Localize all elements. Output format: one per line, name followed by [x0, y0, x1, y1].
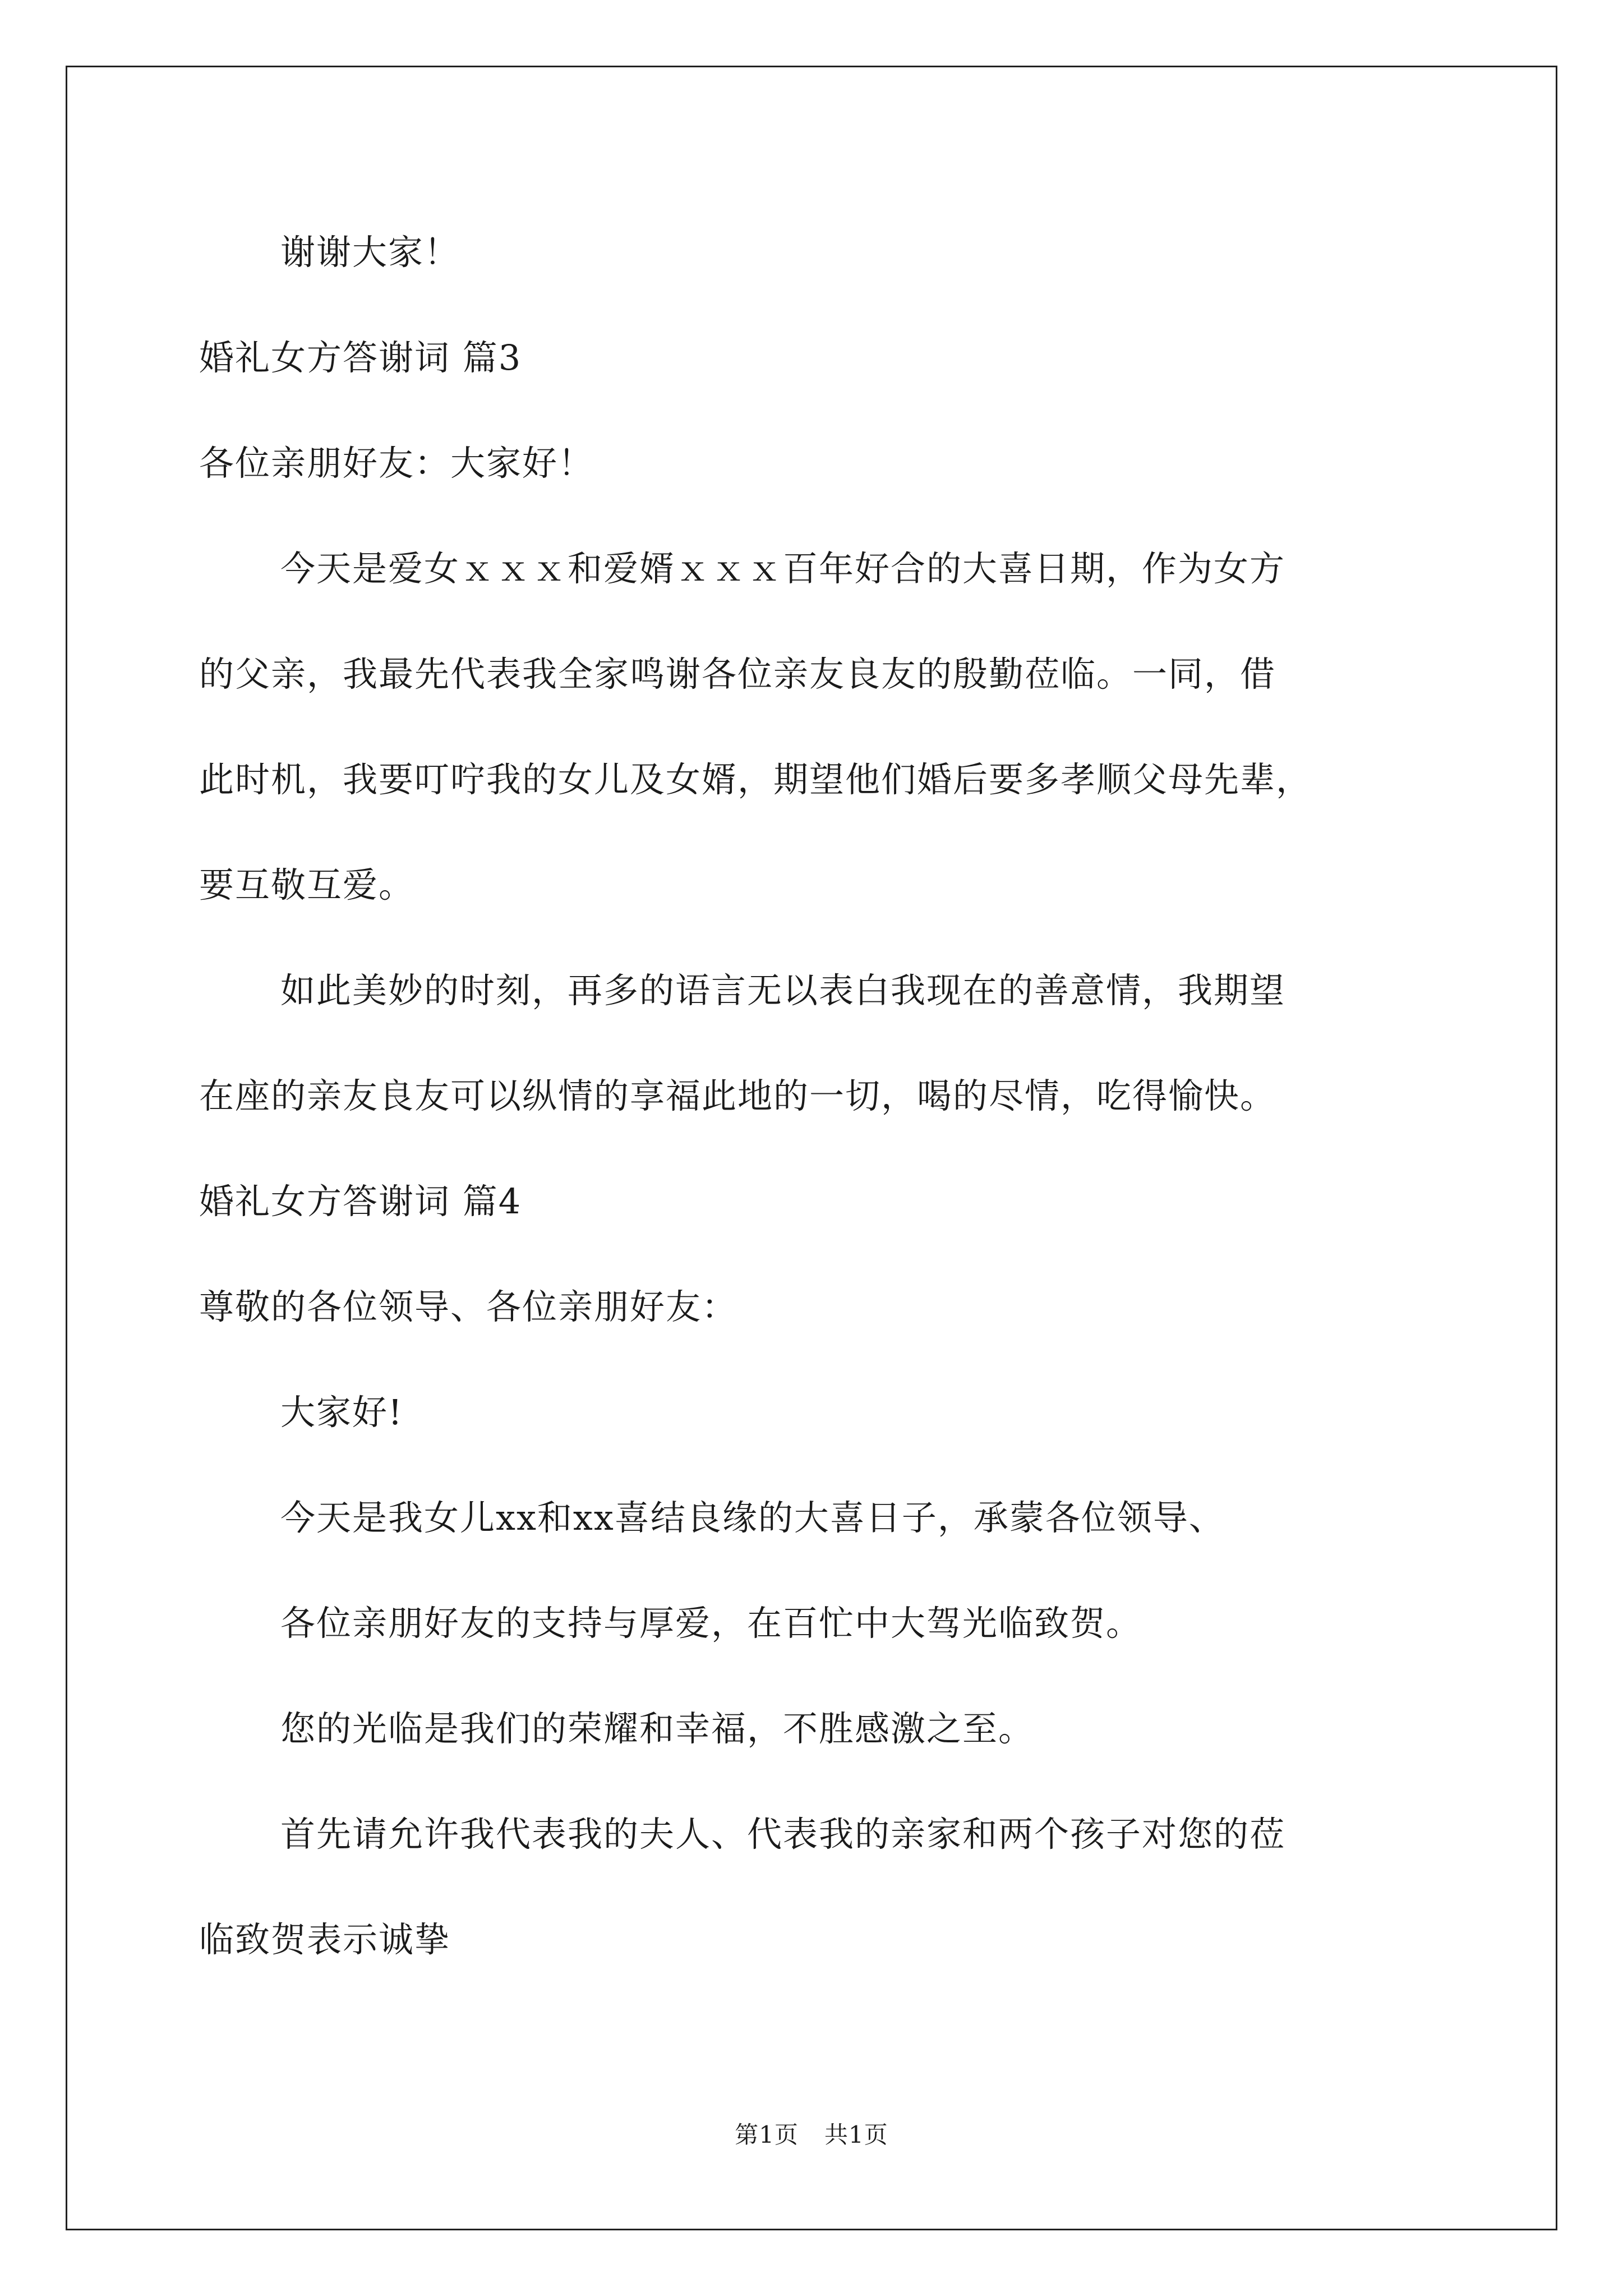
- paragraph-line: 的父亲，我最先代表我全家鸣谢各位亲友良友的殷勤莅临。一同，借: [199, 654, 1276, 694]
- paragraph-line: 在座的亲友良友可以纵情的享福此地的一切，喝的尽情，吃得愉快。: [199, 1075, 1276, 1116]
- paragraph-line: 您的光临是我们的荣耀和幸福，不胜感激之至。: [280, 1708, 1035, 1749]
- paragraph-line: 各位亲朋好友的支持与厚爱，在百忙中大驾光临致贺。: [280, 1603, 1142, 1644]
- page-footer: [0, 2119, 1623, 2151]
- paragraph-line: 要互敬互爱。: [199, 864, 415, 905]
- paragraph-line: 今天是爱女ｘｘｘ和爱婿ｘｘｘ百年好合的大喜日期，作为女方: [280, 548, 1286, 589]
- page-frame: [66, 66, 1557, 2230]
- page-number-current: 第1页: [735, 2121, 799, 2148]
- page-number-total: 共1页: [824, 2121, 888, 2148]
- paragraph-line: 首先请允许我代表我的夫人、代表我的亲家和两个孩子对您的莅: [280, 1814, 1286, 1855]
- paragraph-line: 临致贺表示诚挚: [199, 1919, 451, 1960]
- section-heading-4: 婚礼女方答谢词 篇4: [199, 1181, 522, 1222]
- paragraph-line: 此时机，我要叮咛我的女儿及女婿，期望他们婚后要多孝顺父母先辈，: [199, 759, 1312, 800]
- greeting-line: 大家好!: [280, 1392, 403, 1433]
- greeting-line: 各位亲朋好友：大家好！: [199, 443, 594, 484]
- section-heading-3: 婚礼女方答谢词 篇3: [199, 337, 522, 378]
- paragraph-line: 今天是我女儿xx和xx喜结良缘的大喜日子，承蒙各位领导、: [280, 1497, 1225, 1538]
- greeting-line: 尊敬的各位领导、各位亲朋好友：: [199, 1286, 738, 1327]
- paragraph-line: 如此美妙的时刻，再多的语言无以表白我现在的善意情，我期望: [280, 970, 1286, 1011]
- closing-thanks: 谢谢大家！: [280, 232, 460, 273]
